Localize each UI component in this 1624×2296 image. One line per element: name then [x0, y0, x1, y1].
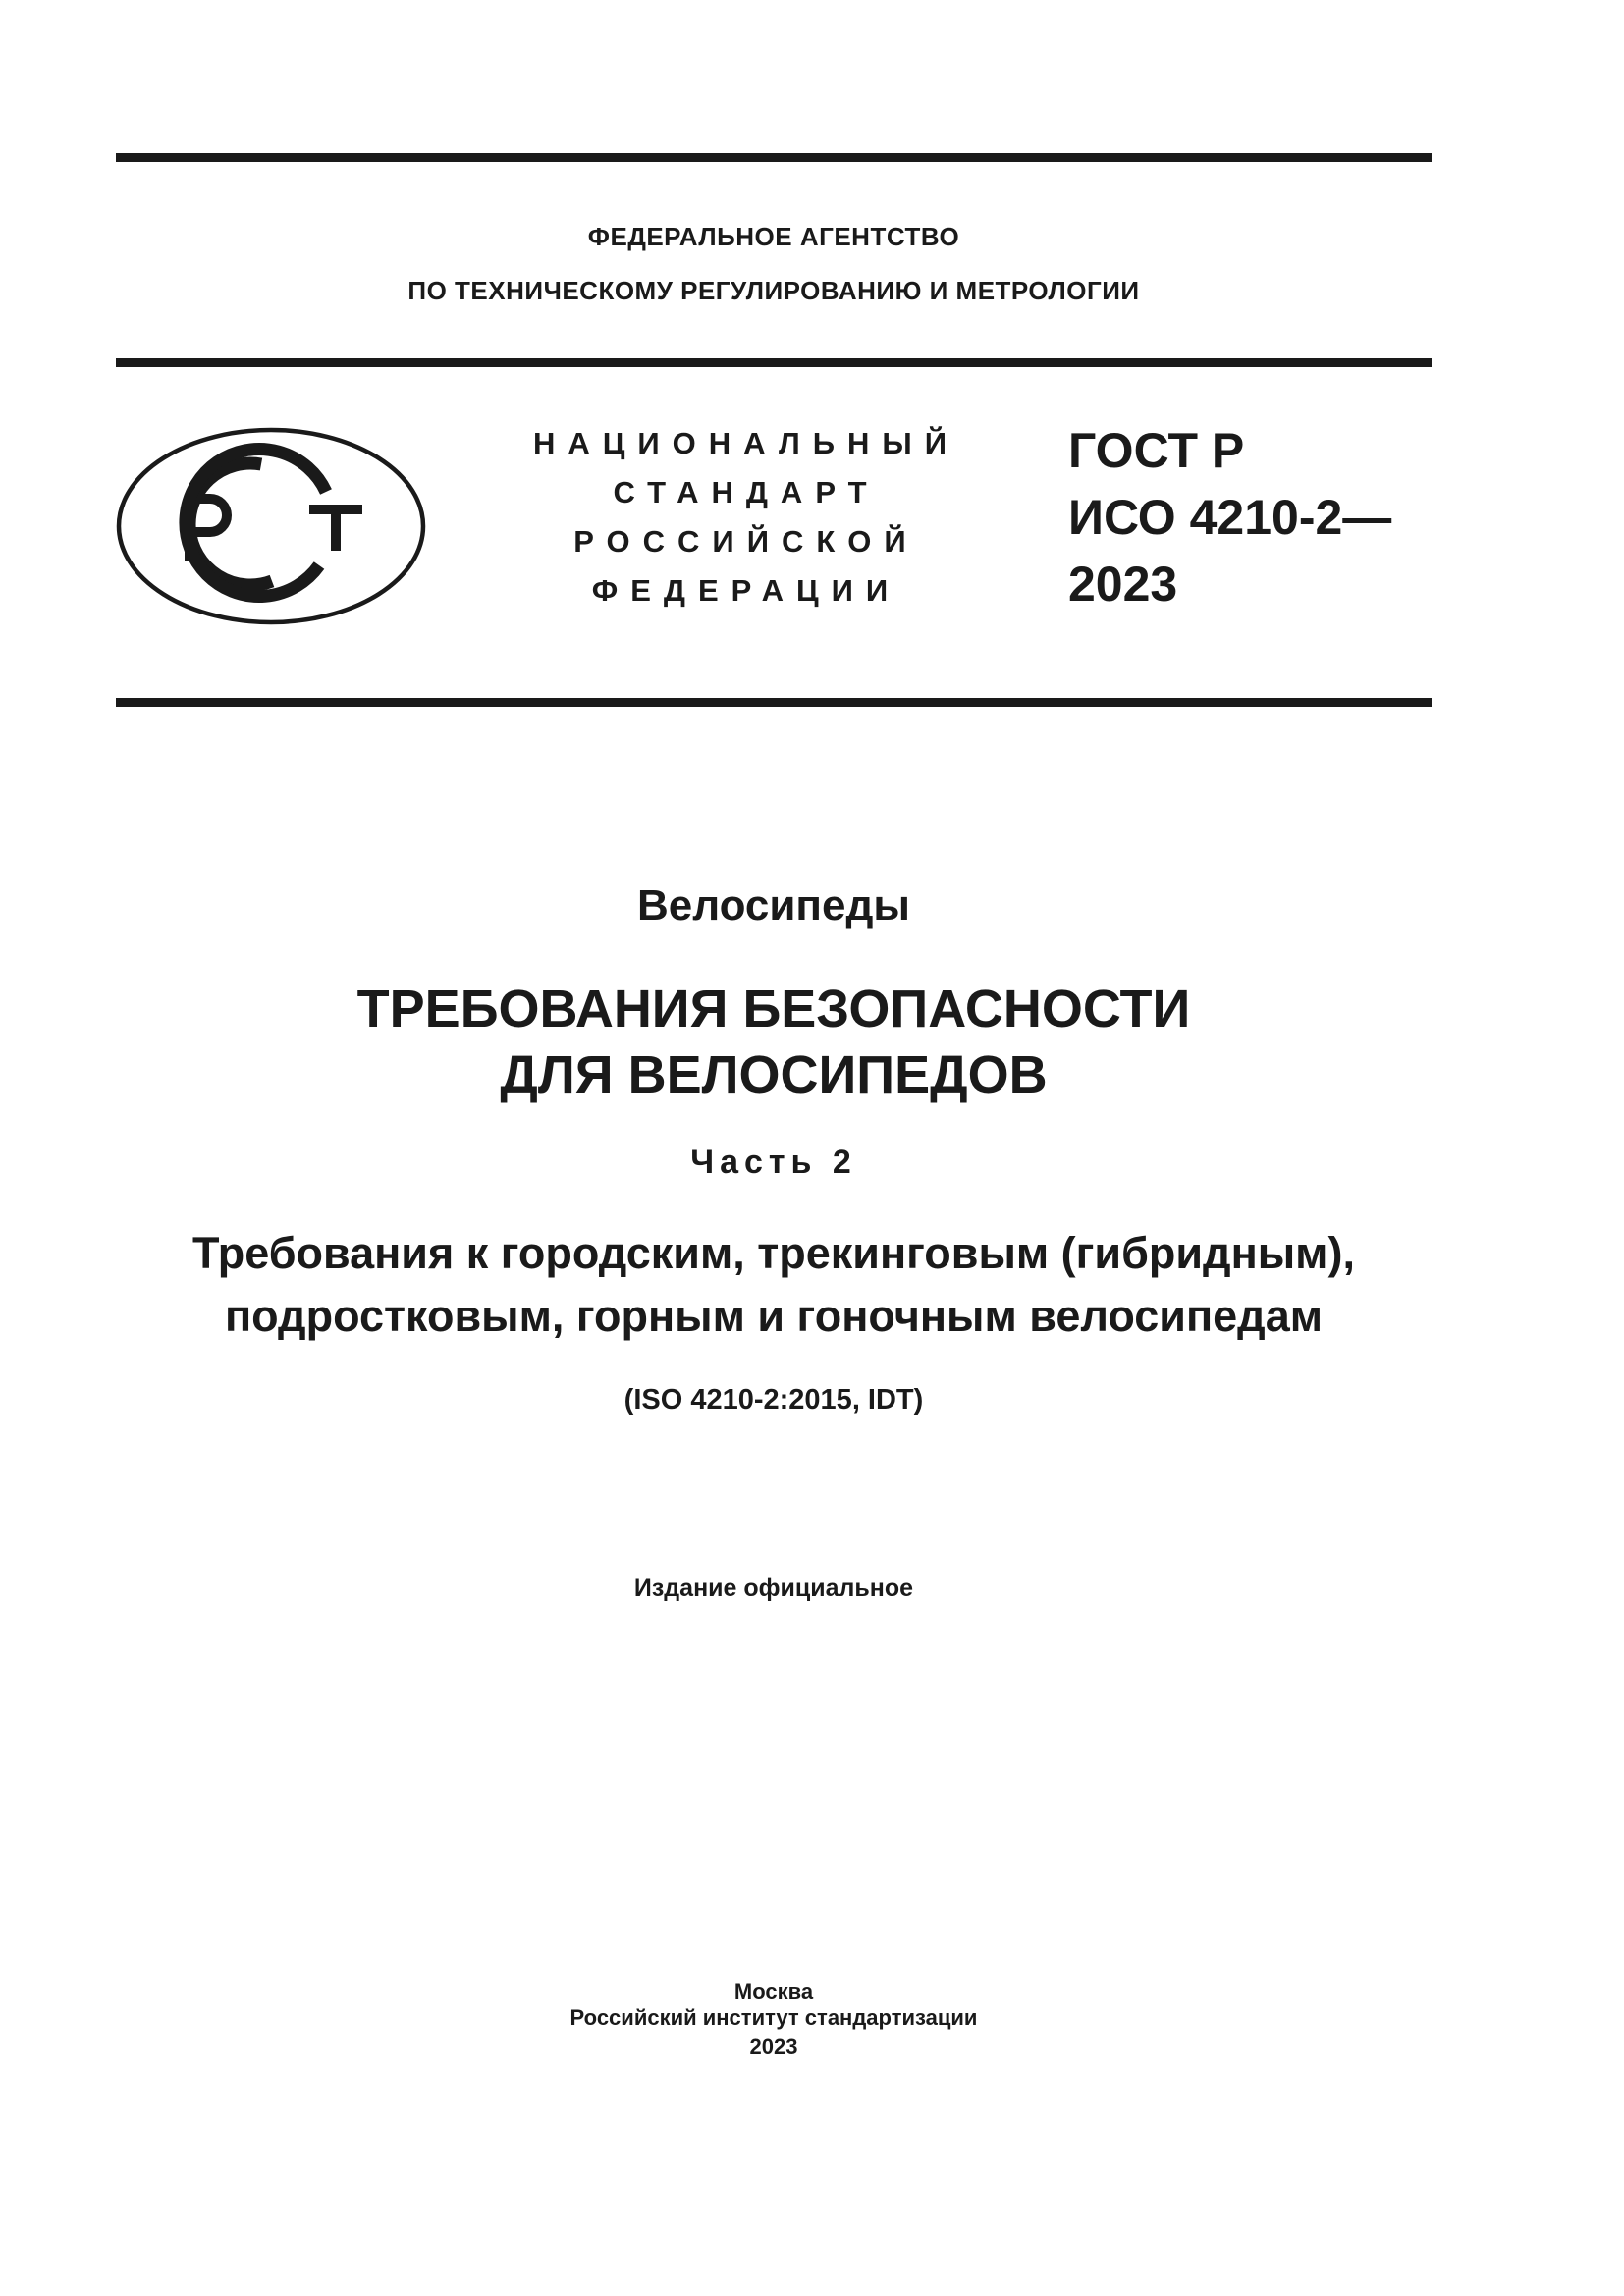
standard-designation-line-1: ГОСТ Р — [1068, 423, 1245, 478]
standard-designation-year: 2023 — [1068, 557, 1178, 612]
standard-designation-line-2: ИСО 4210-2— — [1068, 490, 1392, 545]
agency-name-line-1: ФЕДЕРАЛЬНОЕ АГЕНТСТВО — [587, 222, 960, 251]
agency-name-line-2: ПО ТЕХНИЧЕСКОМУ РЕГУЛИРОВАНИЮ И МЕТРОЛОГИИ — [407, 276, 1140, 305]
publisher-city: Москва — [733, 1979, 814, 2003]
publisher-name: Российский институт стандартизации — [569, 2005, 978, 2030]
publication-year: 2023 — [749, 2034, 798, 2058]
header-divider-rule — [116, 358, 1432, 367]
part-label: Часть 2 — [690, 1144, 857, 1181]
standard-type-line-2: СТАНДАРТ — [613, 475, 880, 509]
main-title-line-1: ТРЕБОВАНИЯ БЕЗОПАСНОСТИ — [356, 980, 1191, 1039]
sub-title-line-2: подростковым, горным и гоночным велосипедам — [224, 1291, 1324, 1341]
standard-type-line-1: НАЦИОНАЛЬНЫЙ — [532, 426, 960, 460]
header-bottom-rule — [116, 698, 1432, 707]
iso-reference: (ISO 4210-2:2015, IDT) — [623, 1384, 924, 1415]
top-rule — [116, 153, 1432, 162]
document-subject: Велосипеды — [637, 881, 910, 930]
sub-title-line-1: Требования к городским, трекинговым (гибридным), — [192, 1228, 1355, 1278]
edition-label: Издание официальное — [633, 1575, 914, 1602]
standard-type-line-3: РОССИЙСКОЙ — [573, 524, 919, 559]
main-title-line-2: ДЛЯ ВЕЛОСИПЕДОВ — [500, 1045, 1048, 1104]
rst-certification-mark-icon — [115, 426, 427, 626]
standard-type-line-4: ФЕДЕРАЦИИ — [591, 573, 901, 608]
